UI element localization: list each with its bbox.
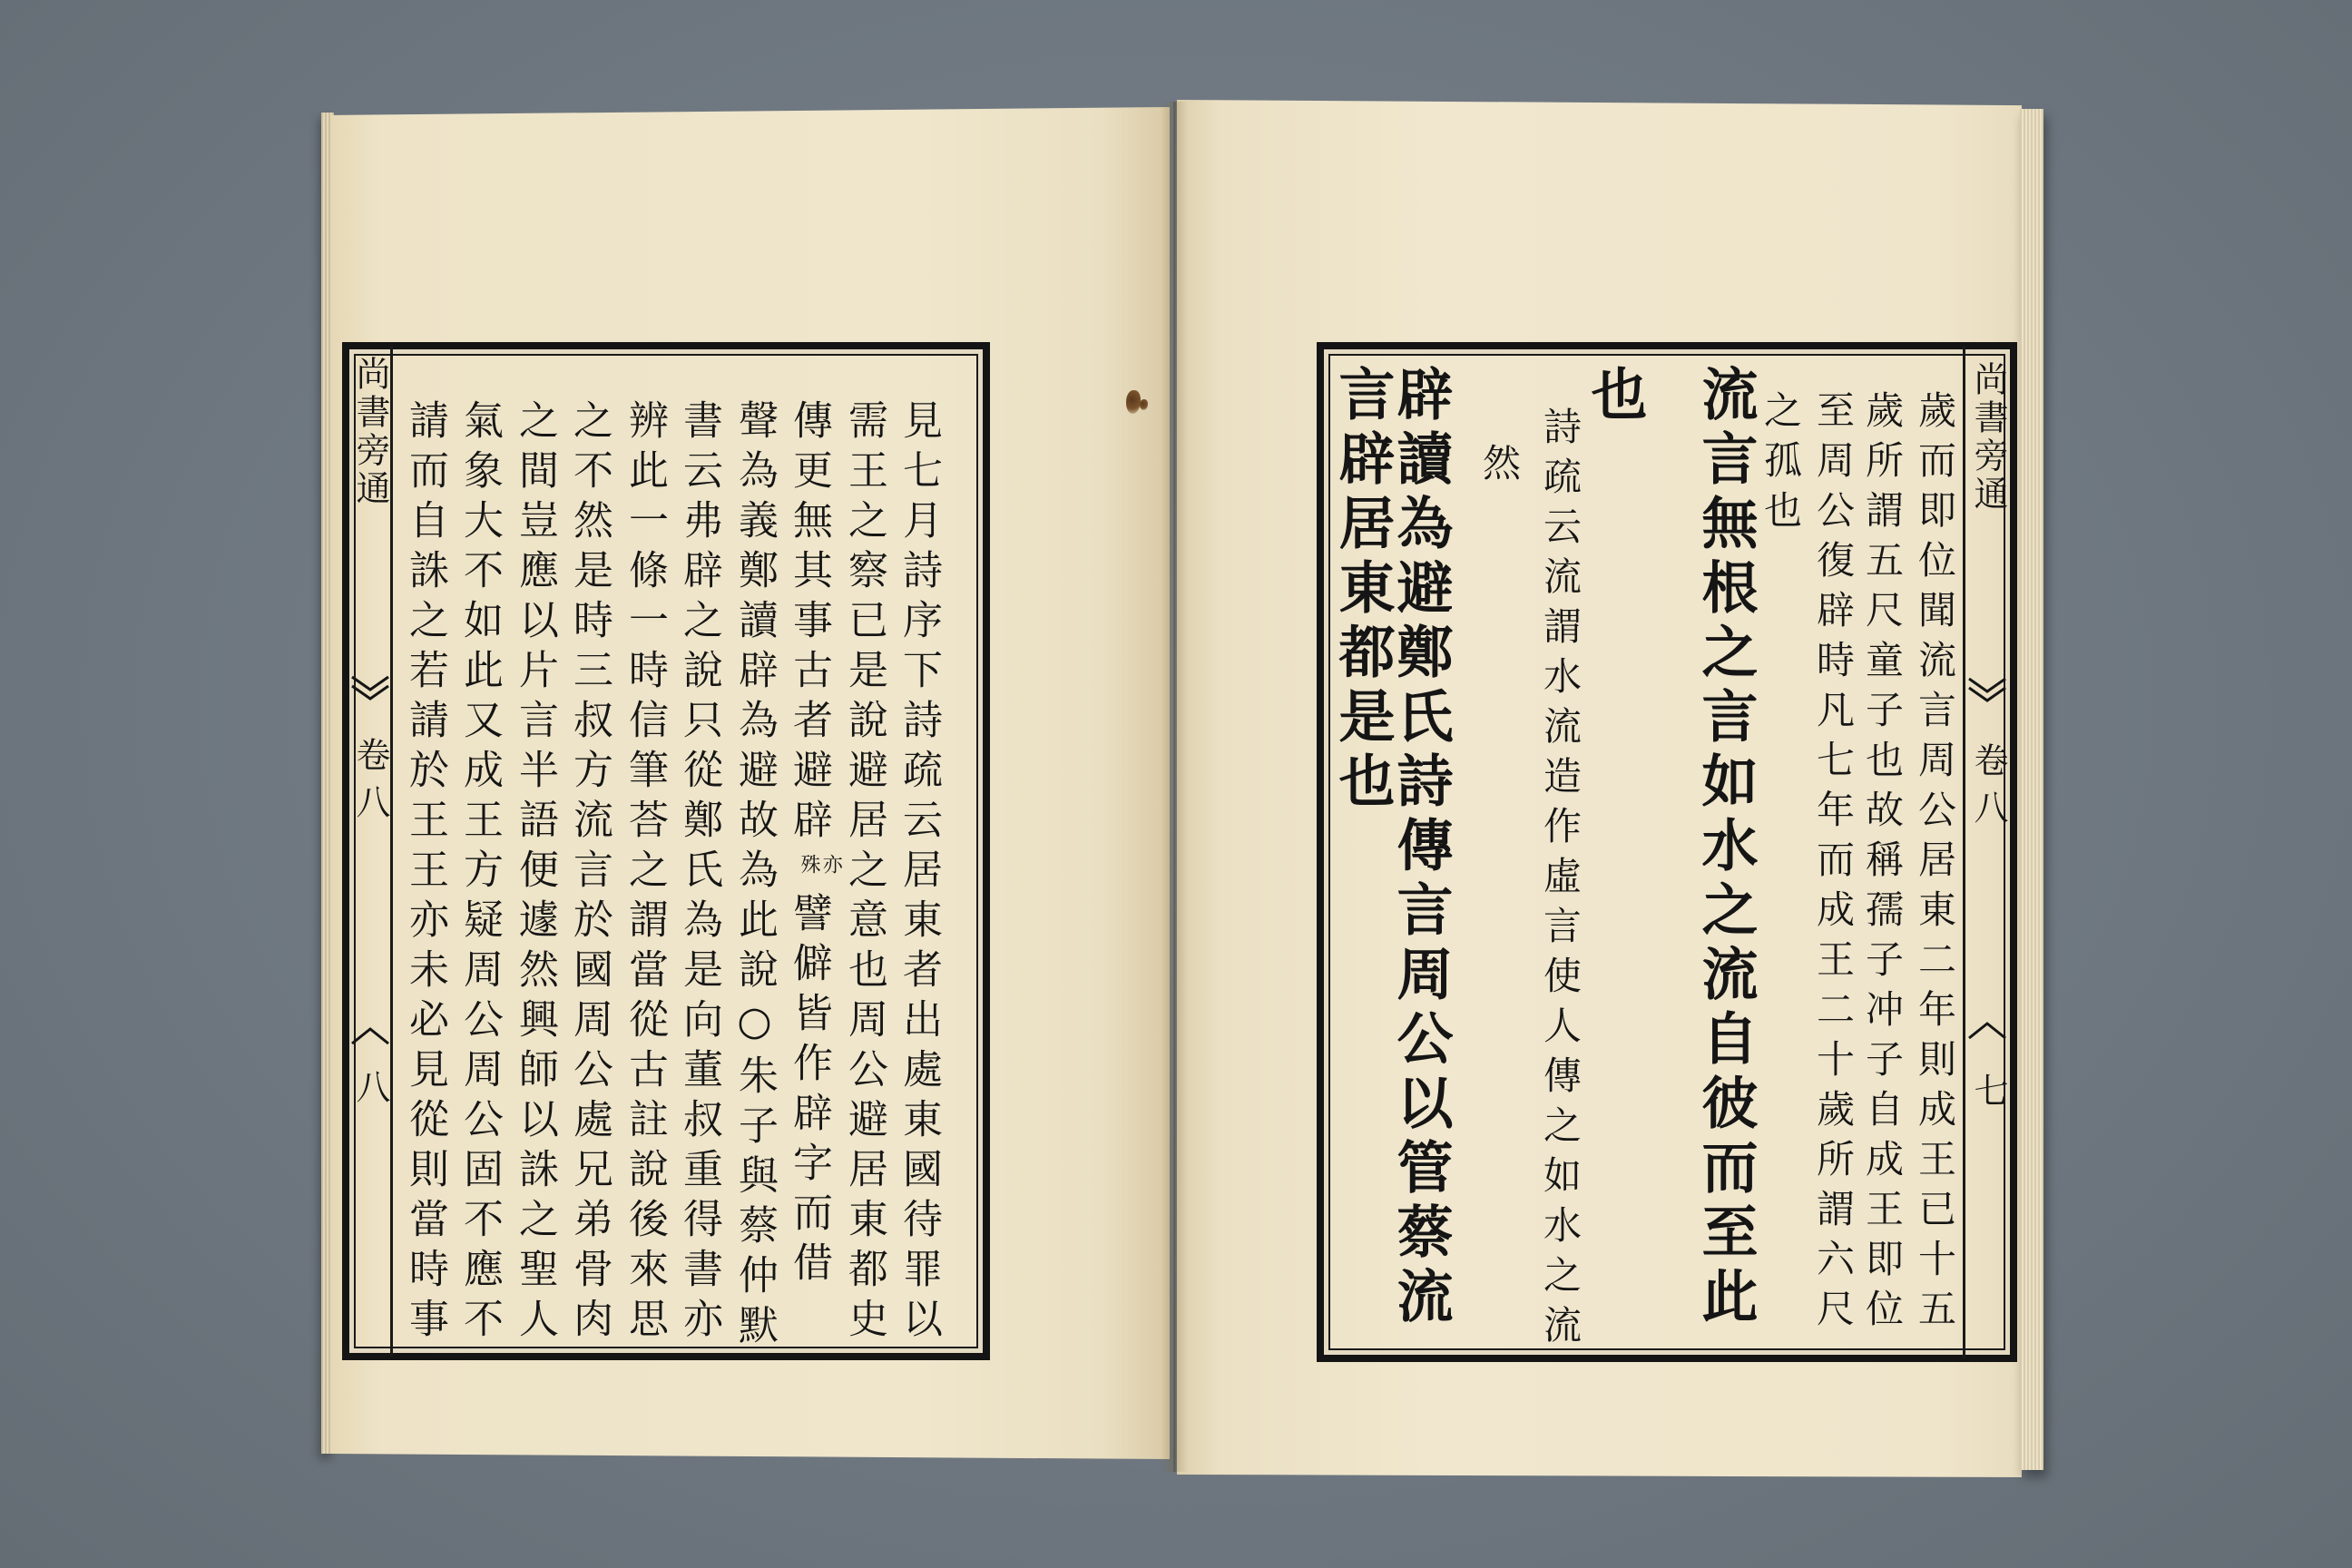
margin-rule: [1963, 346, 1965, 1358]
inline-note: [798, 854, 841, 876]
leaf-number: 八: [350, 1069, 390, 1107]
column-text: 傳更無其事古者避辟: [786, 399, 832, 848]
text-column: 氣象大不如此又成王方疑周公周公固不應不: [456, 399, 503, 1348]
volume-label: 卷八: [1968, 742, 2008, 837]
volume-label: 卷八: [350, 737, 390, 831]
text-column: 聲為義鄭讀辟為避故為此說○朱子與蔡仲默: [731, 399, 778, 1354]
note-column: 然: [1477, 443, 1522, 493]
book-gutter: [1161, 102, 1188, 1472]
text-column: 之不然是時三叔方流言於國周公處兄弟骨肉: [566, 399, 612, 1348]
book-title: 尚書旁通: [1968, 361, 2008, 514]
margin-rule: [390, 346, 393, 1357]
main-text-column: 言辟居東都是也: [1329, 365, 1396, 816]
text-column: 書云弗辟之說只從鄭氏為是向董叔重得書亦: [676, 399, 722, 1348]
commentary-column: 歲而即位聞流言周公居東二年則成王已十五: [1913, 390, 1957, 1338]
column-text: 譬僻皆作辟字而借: [786, 892, 832, 1291]
fishtail-mark-icon: [1967, 1018, 2007, 1045]
commentary-column: 至周公復辟時凡七年而成王二十歲所謂六尺: [1811, 390, 1856, 1338]
text-column: 辨此一條一時信筆荅之謂當從古註說後來思: [622, 399, 668, 1348]
fishtail-mark-icon: [350, 1024, 390, 1051]
text-column: 需王之察已是說避居之意也周公避居東都史: [841, 399, 887, 1348]
main-text-column: 辟讀為避鄭氏詩傳言周公以管蔡流: [1387, 365, 1454, 1331]
commentary-column: 之孤也: [1759, 390, 1803, 540]
leaf-number: 七: [1968, 1073, 2008, 1111]
text-column: [786, 399, 843, 1291]
right-page-edges: [2020, 109, 2043, 1470]
inline-note-left: 殊: [798, 854, 820, 876]
note-column: 詩疏云流謂水流造作虛言使人傳之如水之流: [1538, 407, 1583, 1355]
main-text-column: 流言無根之言如水之流自彼而至此: [1692, 365, 1759, 1331]
fishtail-mark-icon: [350, 671, 390, 704]
book-title: 尚書旁通: [350, 356, 390, 508]
commentary-column: 歲所謂五尺童子也故稱孺子冲子自成王即位: [1860, 390, 1905, 1338]
text-column: 請而自誅之若請於王王亦未必見從則當時事: [402, 399, 448, 1348]
text-column: 見七月詩序下詩疏云居東者出處東國待罪以: [896, 399, 942, 1348]
inline-note-right: 亦: [819, 854, 843, 876]
text-column: 之間豈應以片言半語便遽然興師以誅之聖人: [512, 399, 558, 1348]
fishtail-mark-icon: [1967, 673, 2007, 706]
main-text-column: 也: [1582, 365, 1648, 429]
